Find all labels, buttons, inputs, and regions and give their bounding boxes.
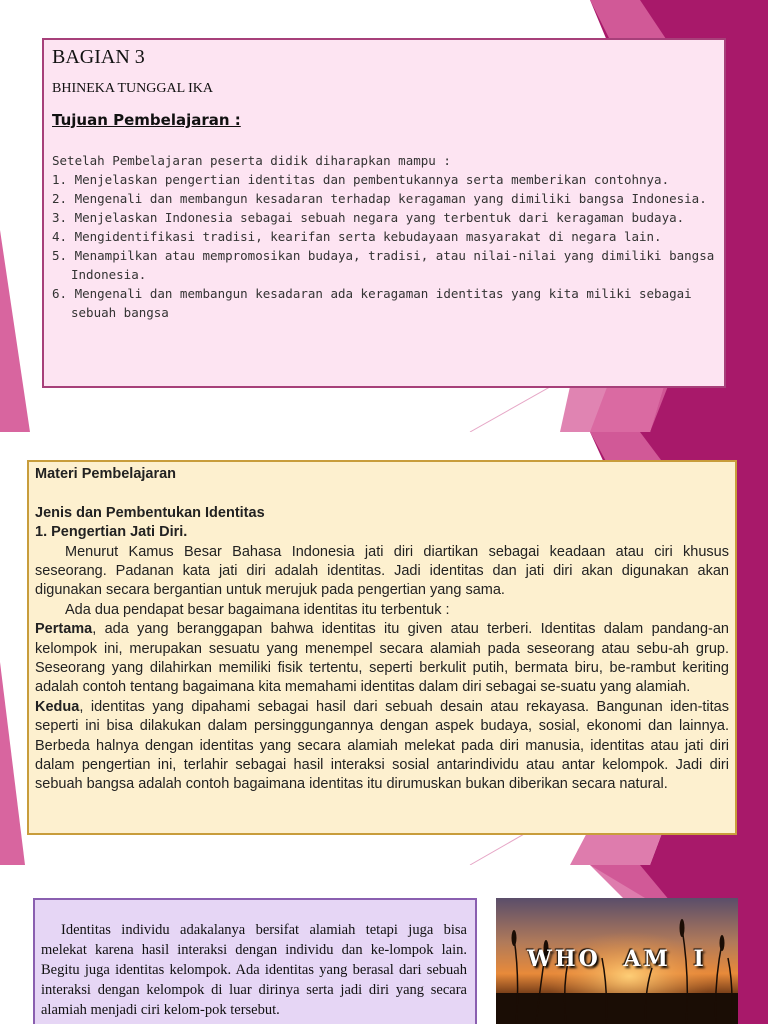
slide-3 — [0, 865, 768, 1024]
photo-title: WHO AM I — [527, 946, 707, 972]
paragraph-second-view — [35, 698, 729, 795]
material-title: Materi Pembelajaran — [35, 466, 177, 482]
spacer — [35, 484, 729, 503]
objective-item: 2. Mengenali dan membangun kesadaran terhadap keragaman yang dimiliki bangsa Indonesia. — [52, 191, 707, 206]
slide-2 — [0, 432, 768, 865]
objective-item: 5. Menampilkan atau mempromosikan budaya, tradisi, atau nilai-nilai yang dimiliki bangsa Indonesia. — [52, 248, 715, 282]
paragraph-definition: Menurut Kamus Besar Bahasa Indonesia jati diri diartikan sebagai keadaan atau ciri khusus seseorang. Padanan kata jati diri adalah identitas. Jadi identitas dan jati diri akan digunakan akan digunakan secara bergantian untuk merujuk pada pengertian yang sama. — [35, 543, 729, 599]
learning-objectives-box — [42, 38, 726, 388]
paragraph-first-view — [35, 620, 729, 698]
objective-item: 1. Menjelaskan pengertian identitas dan pembentukannya serta memberikan contohnya. — [52, 172, 670, 187]
first-view-label: Pertama — [35, 621, 93, 638]
objective-item: 6. Mengenali dan membangun kesadaran ada keragaman identitas yang kita miliki sebagai sebuah bangsa — [52, 286, 692, 320]
learning-material-box — [27, 460, 737, 835]
objectives-heading: Tujuan Pembelajaran : — [52, 111, 241, 129]
objective-item: 4. Mengidentifikasi tradisi, kearifan serta kebudayaan masyarakat di negara lain. — [52, 229, 662, 244]
left-pink-wedge — [0, 662, 25, 865]
section-heading: 1. Pengertian Jati Diri. — [35, 524, 188, 541]
second-view-label: Kedua — [35, 698, 80, 715]
first-view-text: , ada yang beranggapan bahwa identitas itu given atau terberi. Identitas dalam pandang-an kelompok ini, merupakan sesuatu yang menempel secara alamiah pada seseorang atau sebu-ah grup. Seseorang yang dilahirkan memiliki fisik tertentu, seperti berkulit putih, bermata biru, be-rambut keriting adalah contoh tentang bagaimana kita memahami identitas dalam diri sebagai se-suatu yang alamiah. — [35, 621, 729, 696]
who-am-i-photo — [496, 898, 738, 1024]
material-subtitle: Jenis dan Pembentukan Identitas — [35, 504, 265, 521]
slide-1 — [0, 0, 768, 432]
objective-item: 3. Menjelaskan Indonesia sebagai sebuah negara yang terbentuk dari keragaman budaya. — [52, 210, 685, 225]
objectives-intro: Setelah Pembelajaran peserta didik diharapkan mampu : — [52, 153, 451, 168]
objectives-list — [52, 170, 716, 322]
identity-paragraph-box — [33, 898, 477, 1024]
chapter-title: BHINEKA TUNGGAL IKA — [52, 81, 213, 96]
second-view-text: , identitas yang dipahami sebagai hasil dari sebuah desain atau rekayasa. Bangunan iden-titas seperti ini bisa dilakukan dalam persinggungannya dengan aspek budaya, sosial, ekonomi dan lainnya. Berbeda halnya dengan identitas yang secara alamiah melekat pada diri manusia, identitas atau jati diri dalam pengertian ini, terlahir sebagai hasil interaksi sosial antarindividu atau antar kelompok. Jadi diri sebuah bangsa adalah contoh bagaimana identitas itu dirumuskan bukan diberikan secara natural. — [35, 698, 729, 793]
left-pink-wedge — [0, 230, 30, 432]
paragraph-two-views: Ada dua pendapat besar bagaimana identitas itu terbentuk : — [65, 601, 450, 618]
section-number: BAGIAN 3 — [52, 46, 145, 68]
identity-paragraph: Identitas individu adakalanya bersifat alamiah tetapi juga bisa melekat karena hasil interaksi dengan individu dan ke-lompok lain. Begitu juga identitas kelompok. Ada identitas yang berasal dari sebuah interaksi dengan kelompok di luar dirinya serta jadi diri yang secara alamiah menjadi ciri kelom-pok tersebut. — [41, 922, 467, 1018]
